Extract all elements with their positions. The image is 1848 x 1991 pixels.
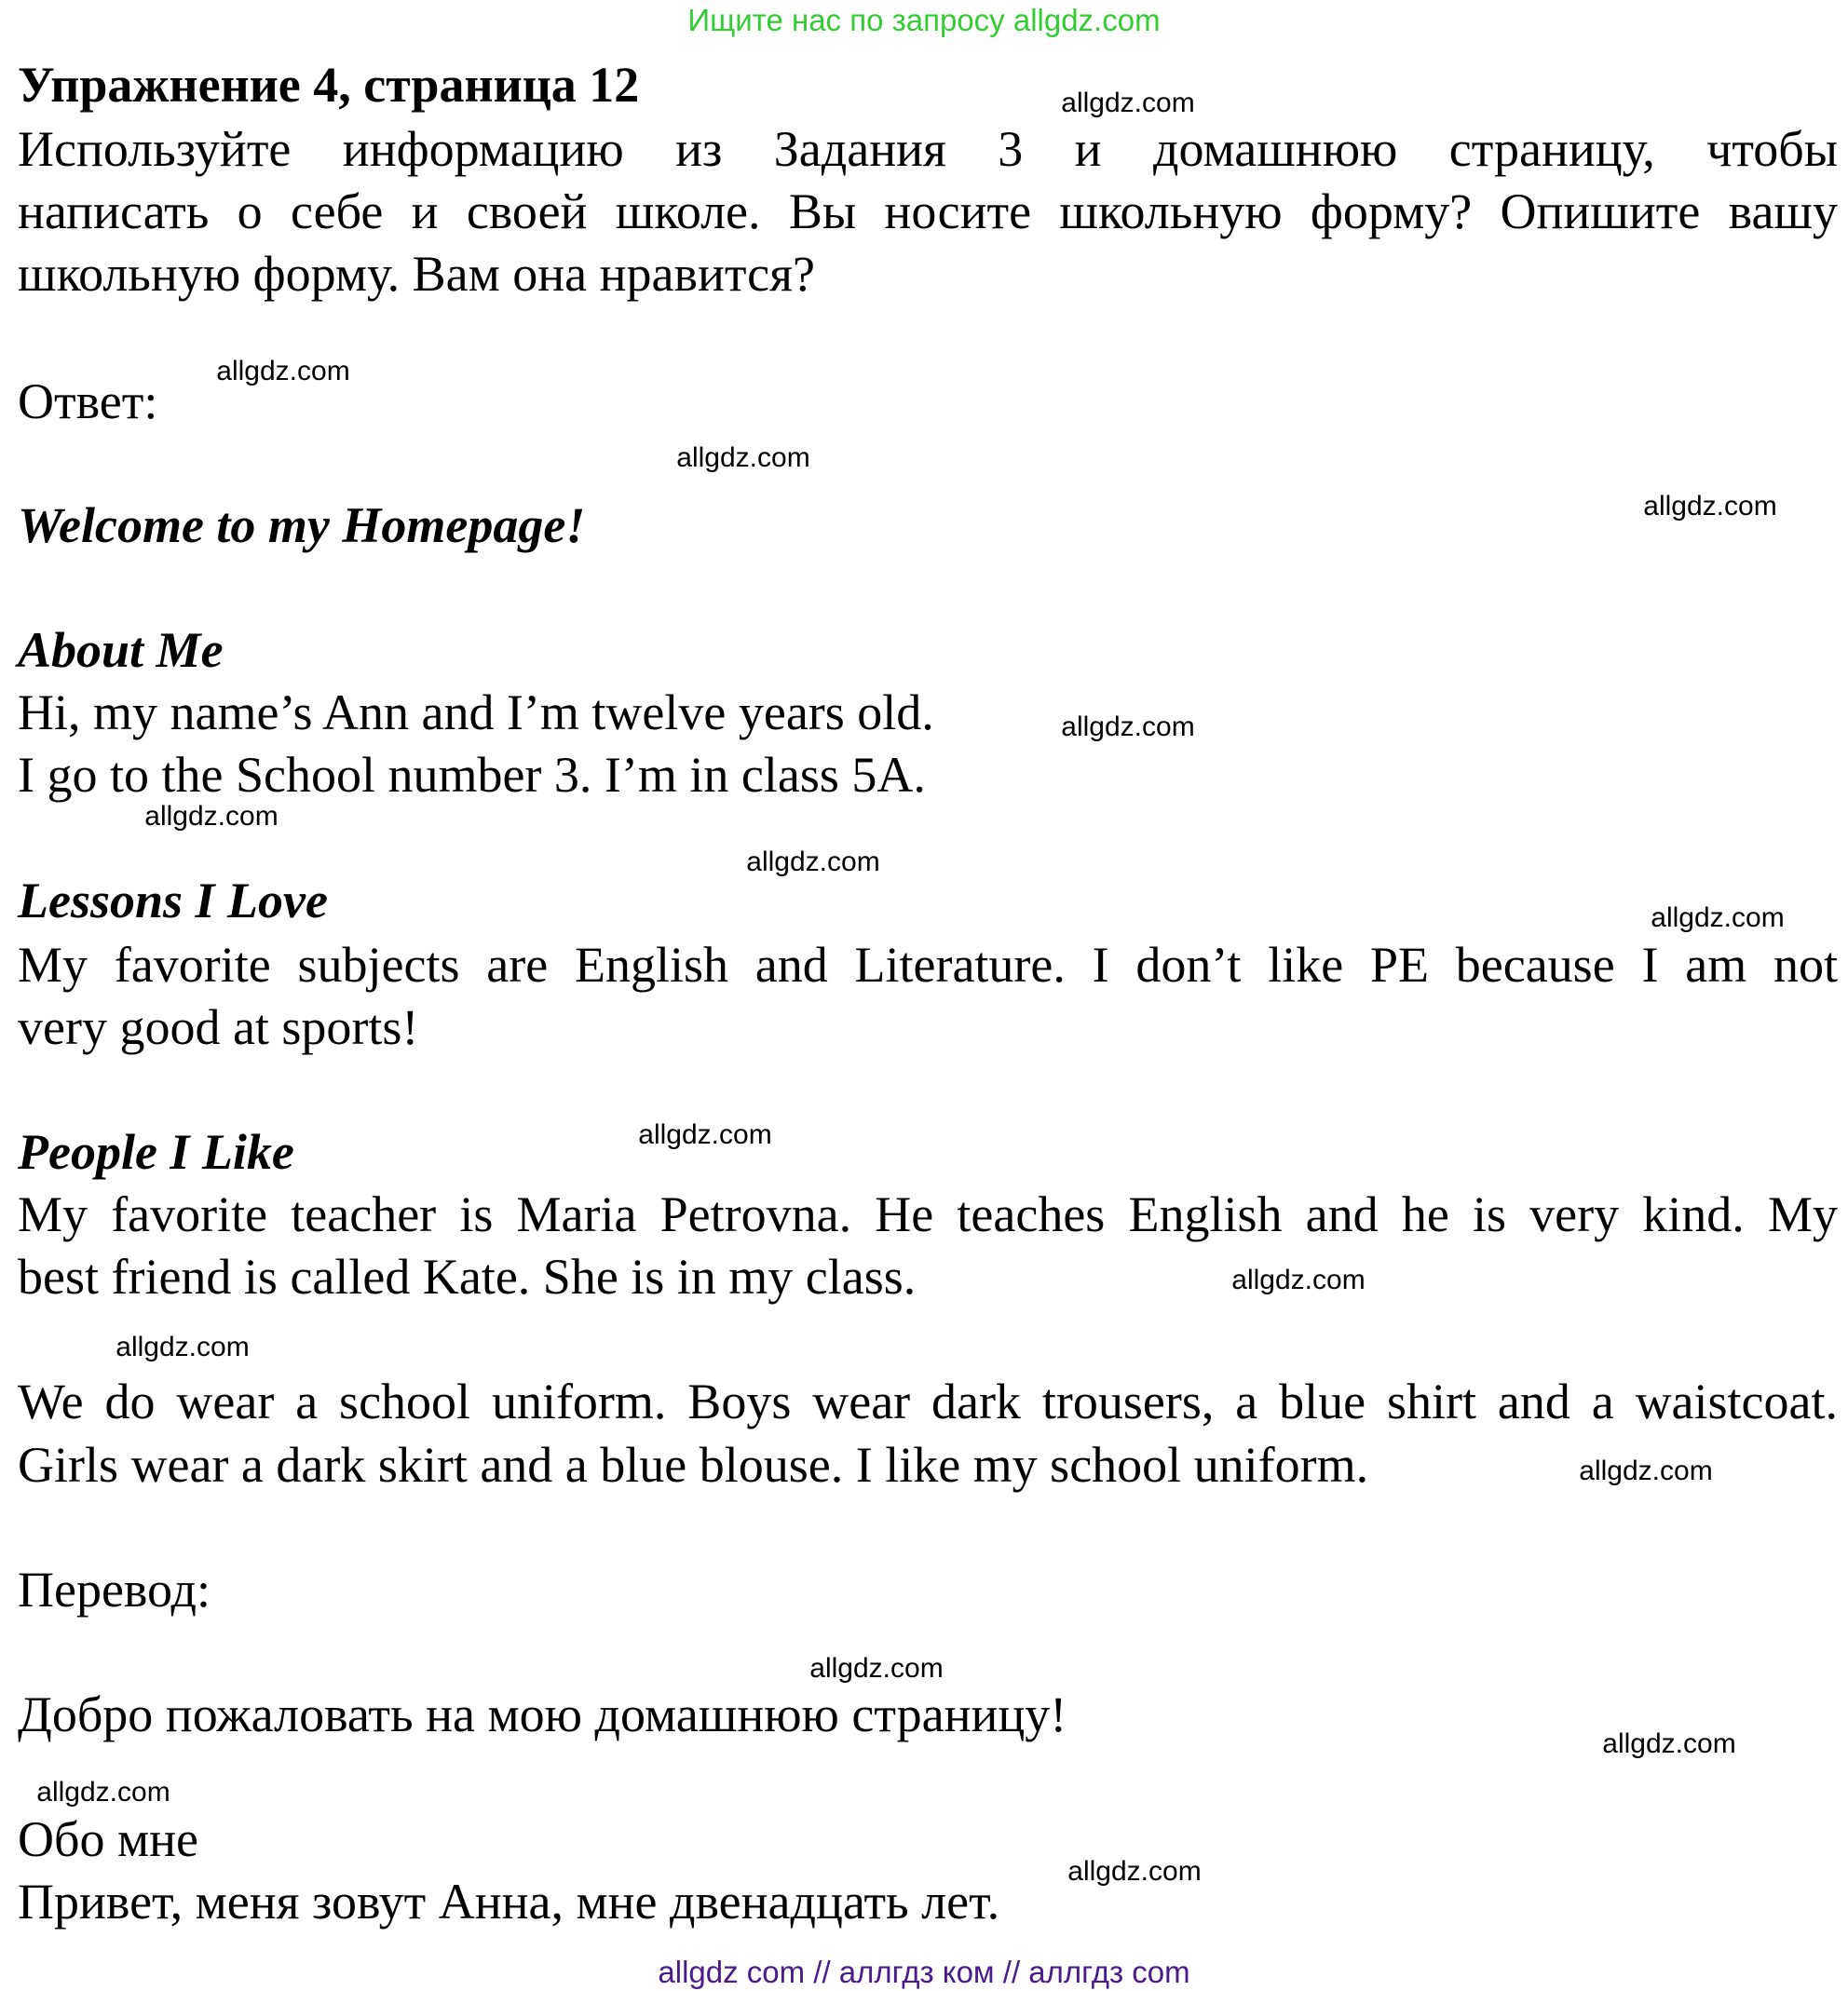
answer-label: Ответ:	[18, 373, 158, 429]
uniform-line: We do wear a school uniform. Boys wear dark trousers, a blue shirt and a waistcoat.	[18, 1374, 1838, 1429]
homepage-title: Welcome to my Homepage!	[18, 497, 586, 553]
watermark: allgdz.com	[1643, 491, 1777, 521]
translation-about-line: Привет, меня зовут Анна, мне двенадцать лет.	[18, 1874, 1000, 1930]
search-banner[interactable]: Ищите нас по запросу allgdz.com	[687, 3, 1161, 37]
task-line: написать о себе и своей школе. Вы носите школьную форму? Опишите вашу	[18, 183, 1838, 239]
exercise-heading: Упражнение 4, страница 12	[18, 57, 640, 113]
watermark: allgdz.com	[1602, 1728, 1736, 1759]
people-line: My favorite teacher is Maria Petrovna. He teaches English and he is very kind. My	[18, 1186, 1838, 1242]
people-line: best friend is called Kate. She is in my class.	[18, 1249, 917, 1305]
lessons-title: Lessons I Love	[18, 873, 328, 928]
watermark: allgdz.com	[36, 1777, 170, 1808]
watermark: allgdz.com	[746, 847, 880, 877]
translation-title: Добро пожаловать на мою домашнюю страницу!	[18, 1686, 1067, 1742]
watermark: allgdz.com	[1651, 902, 1785, 933]
watermark: allgdz.com	[1061, 88, 1195, 118]
task-line: Используйте информацию из Задания 3 и домашнюю страницу, чтобы	[18, 121, 1838, 177]
about-line: I go to the School number 3. I’m in class 5A.	[18, 747, 926, 803]
lessons-line: My favorite subjects are English and Literature. I don’t like PE because I am not	[18, 937, 1838, 993]
watermark: allgdz.com	[116, 1332, 250, 1362]
lessons-line: very good at sports!	[18, 999, 419, 1055]
watermark: allgdz.com	[216, 356, 350, 386]
watermark: allgdz.com	[809, 1653, 944, 1684]
watermark: allgdz.com	[1067, 1856, 1202, 1887]
about-line: Hi, my name’s Ann and I’m twelve years old.	[18, 684, 934, 740]
watermark: allgdz.com	[676, 442, 810, 473]
watermark: allgdz.com	[144, 801, 279, 832]
uniform-line: Girls wear a dark skirt and a blue blouse. I like my school uniform.	[18, 1437, 1369, 1493]
translation-label: Перевод:	[18, 1562, 211, 1618]
people-title: People I Like	[18, 1124, 294, 1180]
about-me-title: About Me	[18, 622, 224, 678]
translation-about-title: Обо мне	[18, 1811, 199, 1867]
watermark: allgdz.com	[1579, 1456, 1713, 1486]
footer-links[interactable]: allgdz com // аллгдз ком // аллгдз com	[658, 1955, 1190, 1989]
watermark: allgdz.com	[1231, 1265, 1366, 1295]
watermark: allgdz.com	[1061, 711, 1195, 742]
watermark: allgdz.com	[638, 1119, 772, 1150]
task-line: школьную форму. Вам она нравится?	[18, 246, 815, 302]
